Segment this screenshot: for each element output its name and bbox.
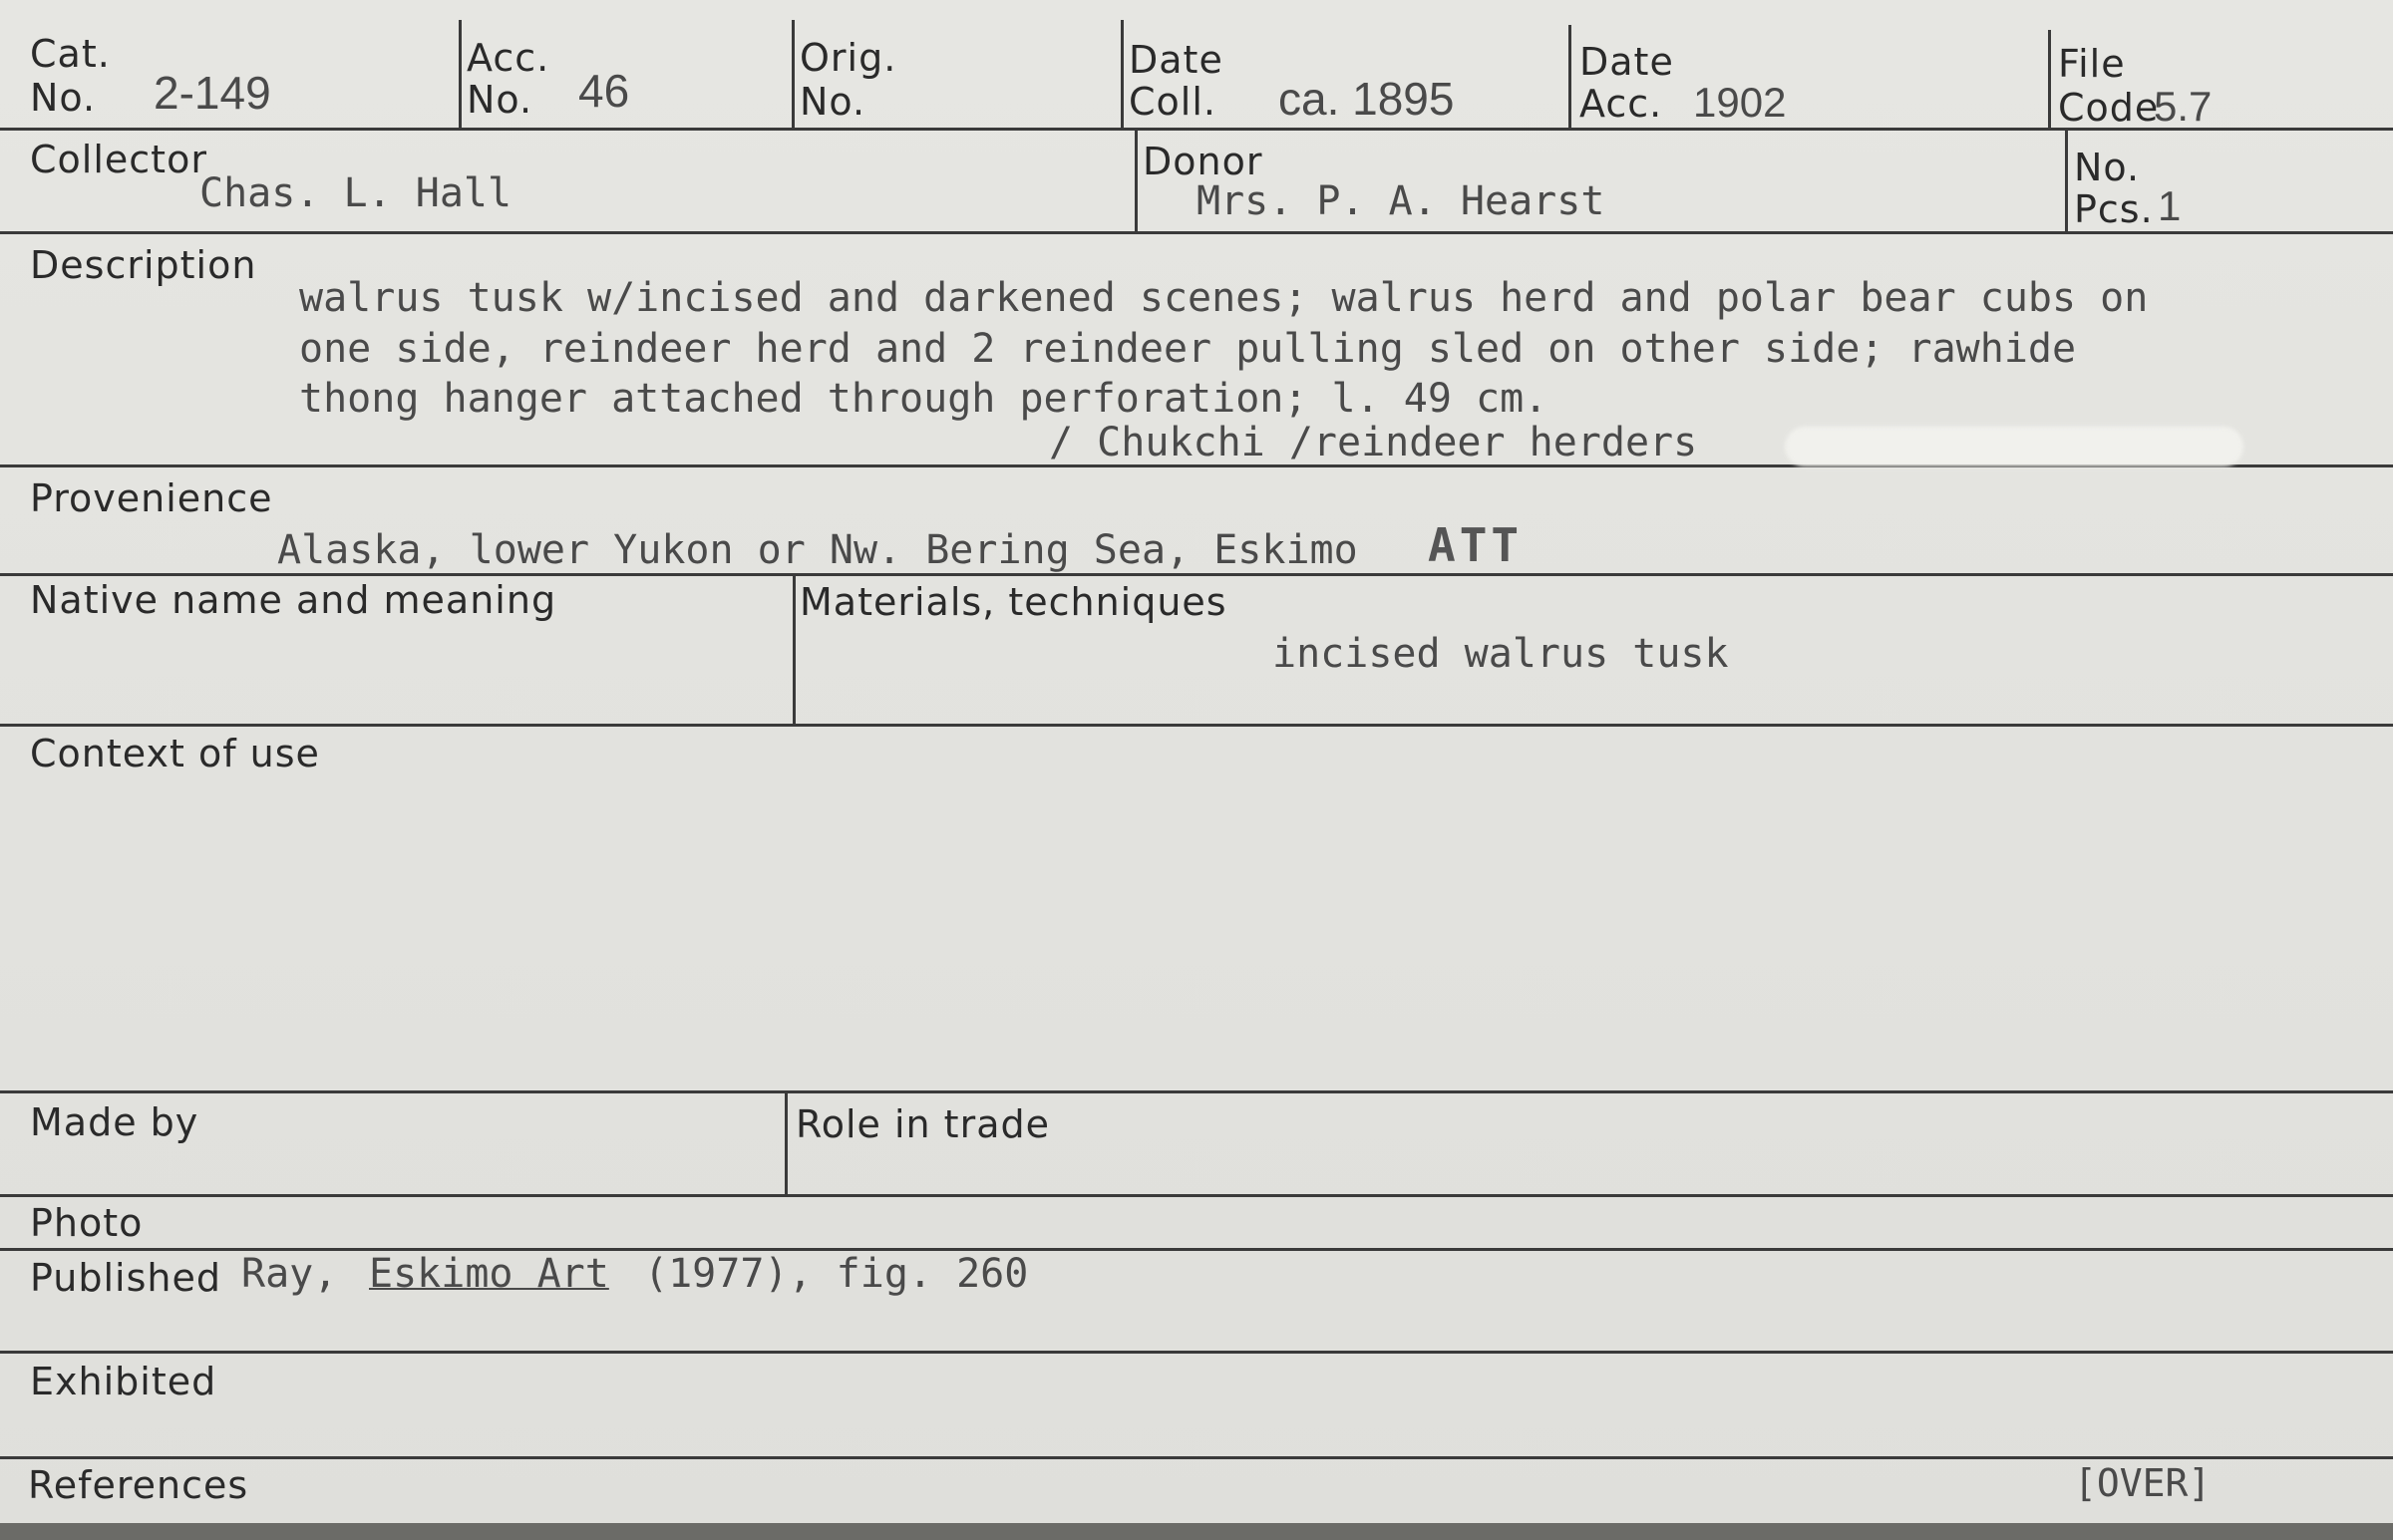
cat-label: Cat. xyxy=(30,32,111,76)
native-name-label: Native name and meaning xyxy=(30,578,557,622)
card-bottom-edge xyxy=(0,1523,2393,1540)
rule-header-v1 xyxy=(459,20,462,130)
date-coll-label-2: Coll. xyxy=(1129,80,1216,124)
rule-photo-bottom xyxy=(0,1248,2393,1251)
rule-native-bottom xyxy=(0,724,2393,727)
role-in-trade-label: Role in trade xyxy=(796,1102,1050,1146)
published-rest: (1977), fig. 260 xyxy=(644,1251,1029,1297)
rule-collector-v1 xyxy=(1135,130,1138,233)
file-code-value: 5.7 xyxy=(2154,83,2213,130)
acc-no-value: 46 xyxy=(578,65,630,117)
description-line-1: walrus tusk w/incised and darkened scenes; walrus herd and polar bear cubs on xyxy=(299,275,2149,321)
materials-value: incised walrus tusk xyxy=(1272,631,1729,677)
rule-madeby-v xyxy=(785,1092,788,1196)
cat-no-label: No. xyxy=(30,76,97,120)
pieces-label-2: Pcs. xyxy=(2074,187,2154,231)
orig-label: Orig. xyxy=(800,36,897,80)
date-coll-label-1: Date xyxy=(1129,38,1223,82)
rule-header-v5 xyxy=(2048,30,2051,130)
pieces-value: 1 xyxy=(2158,182,2182,229)
cat-no-value: 2-149 xyxy=(154,67,271,119)
published-label: Published xyxy=(30,1256,221,1300)
exhibited-label: Exhibited xyxy=(30,1360,217,1403)
description-line-3: thong hanger attached through perforation; l. 49 cm. xyxy=(299,376,1548,422)
provenience-value: Alaska, lower Yukon or Nw. Bering Sea, Eskimo xyxy=(277,527,1358,573)
donor-value: Mrs. P. A. Hearst xyxy=(1196,178,1605,224)
collector-value: Chas. L. Hall xyxy=(199,170,513,216)
rule-header-v3 xyxy=(1121,20,1124,130)
file-label: File xyxy=(2058,42,2126,86)
rule-exhibited-bottom xyxy=(0,1456,2393,1459)
description-line-2: one side, reindeer herd and 2 reindeer pulling sled on other side; rawhide xyxy=(299,326,2077,372)
acc-label: Acc. xyxy=(467,36,550,80)
description-line-4: / Chukchi /reindeer herders xyxy=(1049,420,1698,465)
published-author: Ray, xyxy=(241,1251,338,1297)
correction-fluid-mark xyxy=(1785,427,2243,466)
pieces-label-1: No. xyxy=(2074,146,2141,189)
rule-published-bottom xyxy=(0,1351,2393,1354)
rule-collector-v2 xyxy=(2065,130,2068,233)
over-mark: [OVER] xyxy=(2074,1461,2212,1505)
rule-context-bottom xyxy=(0,1090,2393,1093)
donor-label: Donor xyxy=(1143,140,1263,183)
date-acc-value: 1902 xyxy=(1693,79,1787,126)
context-label: Context of use xyxy=(30,732,320,775)
acc-no-label: No. xyxy=(467,78,533,122)
collector-label: Collector xyxy=(30,138,207,181)
rule-header-v2 xyxy=(792,20,795,130)
photo-label: Photo xyxy=(30,1201,144,1245)
rule-header-v4 xyxy=(1568,25,1571,130)
references-label: References xyxy=(28,1463,249,1507)
date-acc-label-2: Acc. xyxy=(1579,82,1663,126)
rule-native-v xyxy=(793,575,796,726)
file-code-label: Code xyxy=(2058,86,2160,130)
date-acc-label-1: Date xyxy=(1579,40,1674,84)
date-coll-value: ca. 1895 xyxy=(1278,73,1455,125)
materials-label: Materials, techniques xyxy=(800,580,1227,624)
published-title: Eskimo Art xyxy=(369,1251,609,1297)
made-by-label: Made by xyxy=(30,1100,199,1144)
rule-header-bottom xyxy=(0,128,2393,131)
description-label: Description xyxy=(30,243,257,287)
rule-collector-bottom xyxy=(0,231,2393,234)
orig-no-label: No. xyxy=(800,80,866,124)
rule-madeby-bottom xyxy=(0,1194,2393,1197)
provenience-label: Provenience xyxy=(30,476,273,520)
provenience-stamp: ATT xyxy=(1428,518,1524,572)
